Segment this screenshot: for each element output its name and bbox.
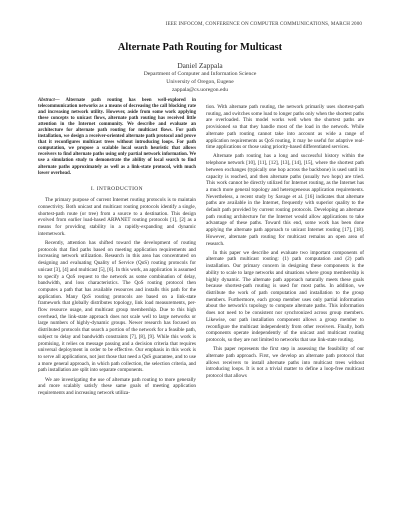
author-affiliation-1: Department of Computer and Information Science [143, 71, 257, 77]
right-column [206, 104, 364, 380]
left-column [38, 98, 196, 397]
section-heading-introduction: I. INTRODUCTION [90, 185, 144, 192]
intro-paragraph-2: Recently, attention has shifted toward the development of routing protocols that find paths based on meeting application requirements and increasing network utilization. Research in this area has concentrated on designing and evaluating Quality of Service (QoS) routing protocols for unicast [3], [4] and multicast [5], [6]. In this work, an application is assumed to specify a QoS request to the network as some combination of delay, bandwidth, and loss characteristics. The QoS routing protocol then computes a path that has available resources and installs this path for the application. Many QoS routing protocols are based on a link-state framework that globally distributes topology, link load measurements, per-flow resource usage, and multicast group membership. Due to this high overhead, the link-state approach does not scale well to large networks or large numbers of highly-dynamic groups. Newer research has focused on distributed protocols that search a portion of the network for a feasible path, subject to delay and bandwidth constraints [7], [8], [9]. While this work is promising, it relies on message passing and a decision criteria that requires universal deployment in order to be effective. Our emphasis in this work is to serve all applications, not just those that need a QoS guarantee, and to use a more general approach, in which path collection, the selection criteria, and path installation are split into separate components. [38, 240, 196, 374]
paper-title: Alternate Path Routing for Multicast [117, 42, 283, 53]
abstract [38, 98, 196, 177]
author-affiliation-2: University of Oregon, Eugene [166, 79, 234, 85]
running-head: IEEE INFOCOM, CONFERENCE ON COMPUTER COMMUNICATIONS, MARCH 2000 [165, 21, 362, 27]
right-paragraph-4: This paper represents the first step in assessing the feasibility of our alternate path approach. First, we develop an alternate path protocol that allows receivers to install alternate paths into multicast trees without introducing loops. It is not a trivial matter to define a loop-free multicast protocol that allows [206, 346, 364, 379]
intro-paragraph-3: We are investigating the use of alternate path routing to more generally and more scalably satisfy these same goals of meeting application requirements and increasing network utiliza- [38, 376, 196, 396]
abstract-label: Abstract [38, 98, 55, 103]
abstract-text: — Alternate path routing has been well-explored in telecommunication networks as a means of decreasing the call blocking rate and increasing network utility. However, aside from some work applying these concepts to unicast flows, alternate path routing has received little attention in the Internet community. We describe and evaluate an architecture for alternate path routing for multicast flows. For path installation, we design a receiver-oriented alternate path protocol and prove that it reconfigures multicast trees without introducing loops. For path computation, we propose a scalable local search heuristic that allows receivers to find alternate paths using only partial network information. We use a simulation study to demonstrate the ability of local search to find alternate paths approximately as well as a link-state protocol, with much lower overhead. [38, 98, 196, 176]
right-paragraph-3: In this paper we describe and evaluate two important components of alternate path multicast routing: (1) path computation and (2) path installation. Our primary concern in designing these components is the ability to scale to large networks and situations where group membership is highly dynamic. The alternate path approach naturally meets these goals because shortest-path routing is used for most paths. In addition, we distribute the work of path computation and installation to the group members. Furthermore, each group member uses only partial information about the network's topology to compute alternate paths. This information does not need to be consistent nor synchronized across group members. Likewise, our path installation component allows a group member to reconfigure the multicast independently from other receivers. Finally, both components operate independently of the unicast and multicast routing protocols, so they are not limited to networks that use link-state routing. [206, 249, 364, 343]
right-paragraph-2: Alternate path routing has a long and successful history within the telephone network [10], [11], [12], [13], [14], [15], where the shortest path between exchanges (typically one hop across the backbone) is used until its capacity is reached, and then alternate paths (usually two hops) are tried. This work cannot be directly utilized for Internet routing, as the Internet has a much more general topology and heterogeneous application requirements. Nevertheless, a recent study by Savage et al. [16] indicates that alternate paths are available in the Internet, frequently with superior quality to the default path provided by current routing protocols. Developing an alternate path routing architecture for the Internet would allow applications to take advantage of these paths. Toward this end, some work has been done applying the alternate path approach to unicast Internet routing [17], [18]. However, alternate path routing for multicast remains an open area of research. [206, 153, 364, 247]
intro-paragraph-1: The primary purpose of current Internet routing protocols is to maintain connectivity. Both unicast and multicast routing protocols identify a single, shortest-path route (or tree) from a source to a destination. This design evolved from earlier load-based ARPANET routing protocols [1], [2] as a means for providing stability in a rapidly-expanding and dynamic internetwork. [38, 197, 196, 237]
right-paragraph-1: tion. With alternate path routing, the network primarily uses shortest-path routing, and switches some load to longer paths only when the shortest paths are overloaded. This model works well when the shortest paths are provisioned so that they handle most of the load in the network. While alternate path routing cannot take into account as wide a range of application requirements as QoS routing, it may be useful for adaptive real-time applications or those using priority-based differentiated services. [206, 104, 364, 151]
author-email: zappala@cs.uoregon.edu [171, 87, 229, 93]
author-name: Daniel Zappala [177, 61, 223, 70]
